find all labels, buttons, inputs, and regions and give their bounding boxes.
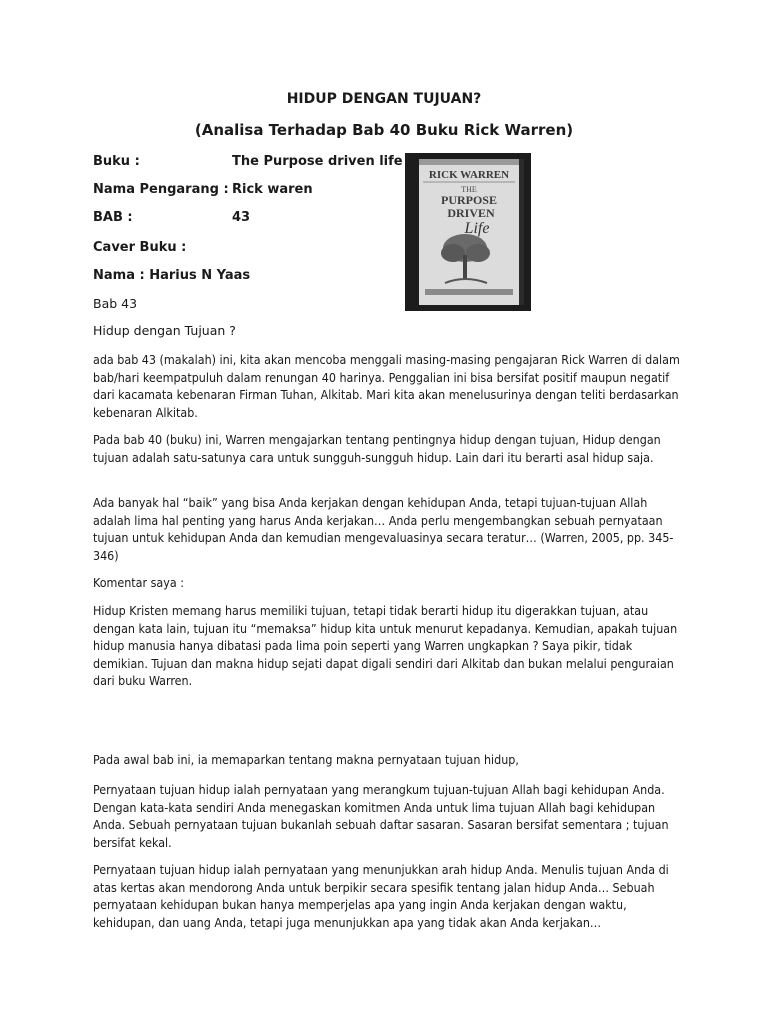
meta-row-chapter <box>93 210 250 225</box>
cover-author: RICK WARREN <box>428 169 510 181</box>
paragraph: Pernyataan tujuan hidup ialah pernyataan yang menunjukkan arah hidup Anda. Menulis tujuan Anda di atas kertas akan mendorong Anda untuk berpikir secara spesifik tentang jalan hidup Anda… Sebuah pernyataan kehidupan bukan hanya memperjelas apa yang ingin Anda kerjakan dengan waktu, kehidupan, dan uang Anda, tetapi juga menunjukkan apa yang tidak akan Anda kerjakan… <box>93 862 669 930</box>
meta-key: Nama Pengarang : <box>93 182 229 197</box>
paragraph: Pernyataan tujuan hidup ialah pernyataan yang merangkum tujuan-tujuan Allah bagi kehidupan Anda. Dengan kata-kata sendiri Anda menegaskan komitmen Anda untuk lima tujuan Allah bagi kehidupan Anda. Sebuah pernyataan tujuan bukanlah sebuah daftar sasaran. Sasaran bersifat sementara ; tujuan bersifat kekal. <box>93 782 669 850</box>
document-subtitle: (Analisa Terhadap Bab 40 Buku Rick Warren) <box>194 121 574 139</box>
paragraph: Pada bab 40 (buku) ini, Warren mengajarkan tentang pentingnya hidup dengan tujuan, Hidup dengan tujuan adalah satu-satunya cara untuk sungguh-sungguh hidup. Lain dari itu berarti asal hidup saja. <box>93 432 661 465</box>
author-line: Nama : Harius N Yaas <box>93 268 251 283</box>
cover-title-life: Life <box>464 220 490 237</box>
meta-key: Buku : <box>93 154 140 169</box>
cover-title-the: THE <box>461 185 477 194</box>
paragraph: ada bab 43 (makalah) ini, kita akan mencoba menggali masing-masing pengajaran Rick Warren di dalam bab/hari keempatpuluh dalam renungan 40 harinya. Penggalian ini bisa bersifat positif maupun negatif dari kacamata kebenaran Firman Tuhan, Alkitab. Mari kita akan menelusurinya dengan teliti berdasarkan kebenaran Alkitab. <box>93 352 680 420</box>
bab-label: Bab 43 <box>93 296 138 311</box>
meta-key: BAB : <box>93 210 133 225</box>
meta-row-book <box>93 154 403 169</box>
book-cover-image <box>405 153 531 311</box>
paragraph: Ada banyak hal “baik” yang bisa Anda kerjakan dengan kehidupan Anda, tetapi tujuan-tujuan Allah adalah lima hal penting yang harus Anda kerjakan… Anda perlu mengembangkan sebuah pernyataan tujuan untuk kehidupan Anda dan kemudian mengevaluasinya secara teratur… (Warren, 2005, pp. 345-346) <box>93 495 674 563</box>
cover-title-purpose: PURPOSE <box>440 193 498 207</box>
paragraph: Pada awal bab ini, ia memaparkan tentang makna pernyataan tujuan hidup, <box>93 752 519 767</box>
meta-key: Caver Buku : <box>93 240 187 255</box>
meta-row-author <box>93 182 313 197</box>
document-title: HIDUP DENGAN TUJUAN? <box>286 91 482 107</box>
meta-value: 43 <box>232 210 251 225</box>
section-heading: Hidup dengan Tujuan ? <box>93 323 236 338</box>
paragraph: Hidup Kristen memang harus memiliki tujuan, tetapi tidak berarti hidup itu digerakkan tujuan, atau dengan kata lain, tujuan itu “memaksa” hidup kita untuk menurut kepadanya. Kemudian, apakah tujuan hidup manusia hanya dibatasi pada lima poin seperti yang Warren ungkapkan ? Saya pikir, tidak demikian. Tujuan dan makna hidup sejati dapat digali sendiri dari Alkitab dan bukan melalui penguraian dari buku Warren. <box>93 603 678 688</box>
meta-value: The Purpose driven life <box>232 154 403 169</box>
meta-value: Rick waren <box>232 182 313 197</box>
meta-row-cover <box>93 240 232 255</box>
cover-title-driven: DRIVEN <box>447 206 495 220</box>
comment-label: Komentar saya : <box>93 575 184 590</box>
